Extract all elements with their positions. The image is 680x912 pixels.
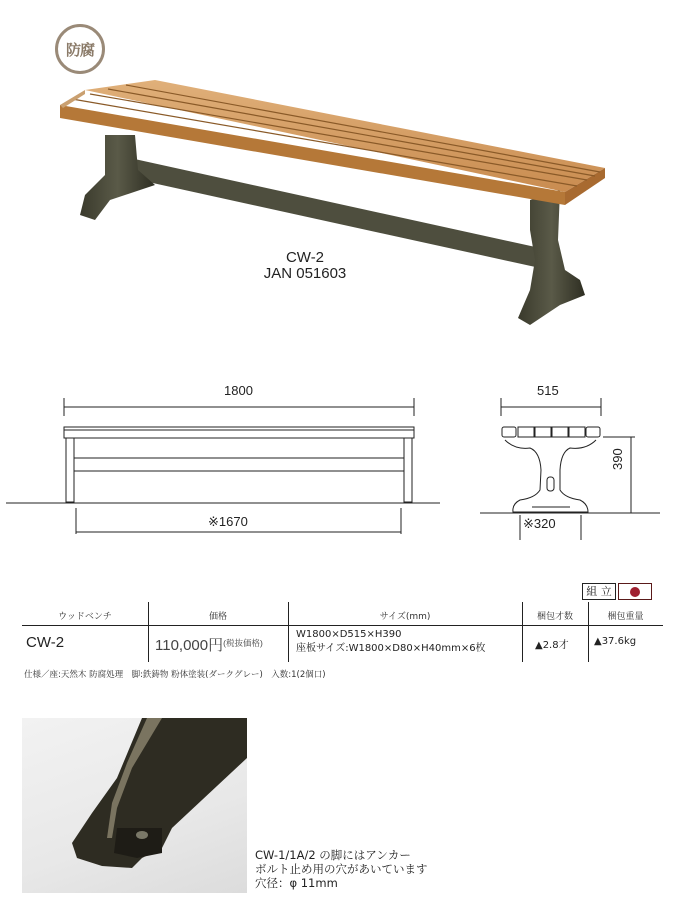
assembly-required-badge: 組 立 xyxy=(582,583,616,600)
note-line-3: 穴径：φ 11mm xyxy=(255,876,338,890)
table-cell-package-volume: ▲2.8才 xyxy=(535,640,569,651)
spec-note: 仕様／座:天然木 防腐処理 脚:鉄鋳物 粉体塗装(ダークグレー) 入数:1(2個口) xyxy=(24,670,326,680)
wooden-bench-photo xyxy=(60,80,620,340)
table-header-package-weight: 梱包重量 xyxy=(607,612,644,622)
anchor-bolt-note xyxy=(255,848,428,890)
product-model: CW-2 xyxy=(285,249,325,266)
anticorrosion-badge xyxy=(55,24,105,74)
table-header-package-volume: 梱包才数 xyxy=(536,612,573,622)
table-column-line xyxy=(288,602,289,662)
side-depth-label: 515 xyxy=(537,383,559,398)
table-cell-size xyxy=(296,628,486,656)
note-line-1: CW-1/1A/2 の脚にはアンカー xyxy=(255,848,411,862)
table-column-line xyxy=(522,602,523,662)
table-column-line xyxy=(148,602,149,662)
size-seat-board: 座板サイズ:W1800×D80×H40mm×6枚 xyxy=(296,643,486,654)
product-caption xyxy=(240,250,370,282)
bench-leg-closeup-photo xyxy=(22,718,247,893)
table-cell-price xyxy=(155,634,263,655)
table-cell-package-weight: ▲37.6kg xyxy=(594,636,637,647)
price-tax-note: (税抜価格) xyxy=(223,638,263,648)
front-width-label: 1800 xyxy=(224,383,253,398)
table-header-product: ウッドベンチ xyxy=(58,612,112,622)
product-jan-code: JAN 051603 xyxy=(263,265,347,282)
note-line-2: ボルト止め用の穴があいています xyxy=(255,862,428,876)
table-header-price: 価格 xyxy=(208,612,227,622)
side-elevation-drawing xyxy=(480,380,680,540)
badge-label: 防腐 xyxy=(65,40,94,59)
table-divider xyxy=(22,625,663,626)
japan-flag-icon xyxy=(618,583,652,600)
side-height-label: 390 xyxy=(610,448,625,470)
size-overall: W1800×D515×H390 xyxy=(296,629,402,640)
side-foot-span-label: ※320 xyxy=(523,516,556,531)
table-cell-model: CW-2 xyxy=(26,634,65,651)
table-column-line xyxy=(588,602,589,662)
price-value: 110,000円 xyxy=(155,637,224,654)
front-leg-span-label: ※1670 xyxy=(208,514,248,529)
table-header-size: サイズ(mm) xyxy=(379,612,431,622)
